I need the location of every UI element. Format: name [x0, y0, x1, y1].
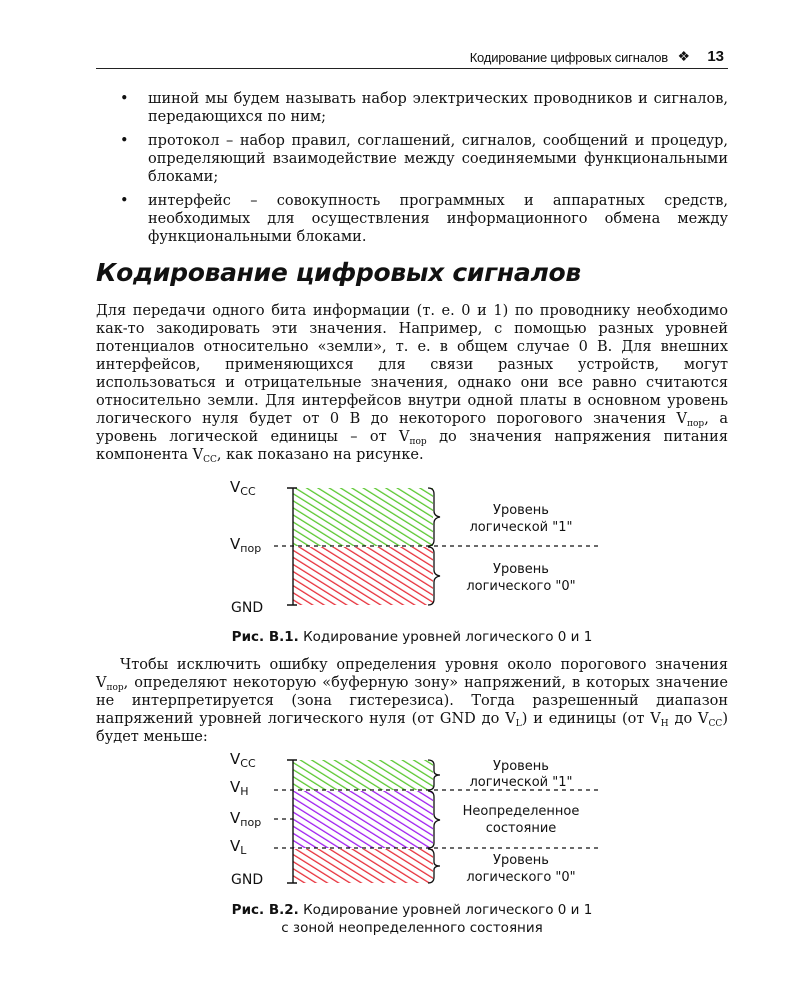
list-item: • шиной мы будем называть набор электрических проводников и сигналов, передающихся по ним; [120, 91, 728, 125]
label-vpor: $V_{пор}$ [230, 535, 262, 555]
logic-1-zone [293, 760, 433, 790]
section-title: Кодирование цифровых сигналов [96, 258, 581, 287]
label-vcc: $V_{CC}$ [230, 750, 256, 770]
figure-1-caption: Рис. В.1. Кодирование уровней логического 0 и 1 [231, 629, 593, 645]
level-1-label: Уровень [493, 503, 549, 518]
level-0-label: Уровень [493, 562, 549, 577]
page-number: 13 [707, 48, 724, 65]
bullet-icon: • [120, 193, 129, 209]
undefined-label: состояние [485, 821, 557, 836]
list-item: • интерфейс – совокупность программных и аппаратных средств, необходимых для осуществления информационного обмена между функциональными блоками. [120, 193, 728, 245]
figure-2-caption: Рис. В.2. Кодирование уровней логического 0 и 1 с зоной неопределенного состояния [231, 902, 593, 936]
figure-2 [230, 750, 598, 888]
label-vh: $V_H$ [230, 778, 249, 798]
figure-1 [230, 478, 598, 616]
level-0-label: логического "0" [466, 579, 576, 594]
list-item: • протокол – набор правил, соглашений, сигналов, сообщений и процедур, определяющий взаимодействие между соединяемыми функциональными блоками; [120, 133, 728, 185]
label-gnd: GND [231, 600, 264, 616]
undefined-label: Неопределенное [462, 804, 580, 819]
level-0-label: логического "0" [466, 870, 576, 885]
level-0-label: Уровень [493, 853, 549, 868]
paragraph-2: Чтобы исключить ошибку определения уровня около порогового значения $V_{пор}$, определяют некоторую «буферную зону» напряжений, в которых значение не интерпретируется (зона гистерезиса). Тогда разрешенный диапазон напряжений уровней логического нуля (от GND до $V_L$) и единицы (от $V_H$ до $V_{CC}$) будет меньше: [96, 657, 728, 745]
level-1-label: Уровень [493, 759, 549, 774]
label-vcc: $V_{CC}$ [230, 478, 256, 498]
level-1-label: логической "1" [469, 520, 573, 535]
level-1-label: логической "1" [469, 775, 573, 790]
label-gnd: GND [231, 872, 264, 888]
paragraph-1: Для передачи одного бита информации (т. е. 0 и 1) по проводнику необходимо как-то закодировать эти значения. Например, с помощью разных уровней потенциалов относительно «земли», т. е. в общем случае 0 В. Для внешних интерфейсов, применяющихся для связи разных устройств, могут использоваться и отрицательные значения, однако они все равно считаются относительно земли. Для интерфейсов внутри одной платы в основном уровень логического нуля будет от 0 В до некоторого порогового значения $V_{пор}$, а уровень логической единицы – от $V_{пор}$ до значения напряжения питания компонента $V_{CC}$, как показано на рисунке. [96, 303, 728, 465]
bullet-icon: • [120, 91, 129, 107]
logic-0-zone [293, 547, 433, 605]
label-vl: $V_L$ [230, 837, 247, 857]
bullet-icon: • [120, 133, 129, 149]
label-vpor: $V_{пор}$ [230, 809, 262, 829]
logic-0-zone [293, 849, 433, 883]
undefined-zone [293, 791, 433, 848]
ornament-icon: ❖ [677, 48, 690, 64]
logic-1-zone [293, 488, 433, 546]
running-title: Кодирование цифровых сигналов [469, 50, 668, 65]
